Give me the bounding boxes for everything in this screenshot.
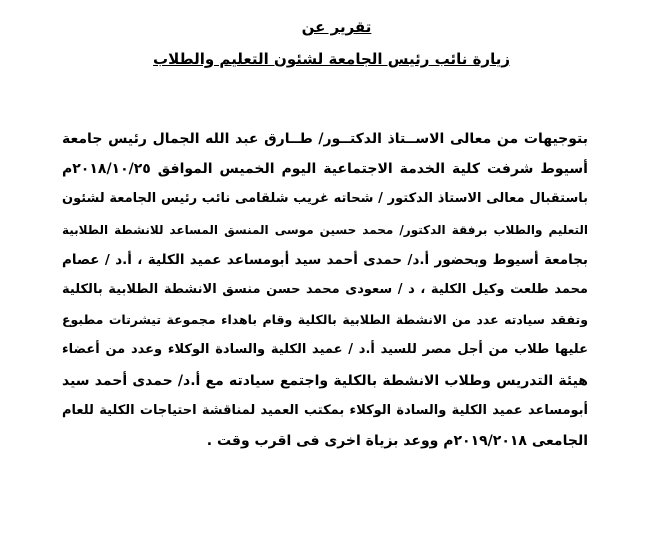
- body-line: باستقبال معالى الاستاذ الدكتور / شحاته غريب شلقامى نائب رئيس الجامعة لشئون: [62, 191, 588, 207]
- body-line: محمد طلعت وكيل الكلية ، د / سعودى محمد حسن منسق الانشطة الطلابية بالكلية: [62, 281, 588, 297]
- body-line: عليها طلاب من أجل مصر للسيد أ.د / عميد الكلية والسادة الوكلاء وعدد من أعضاء: [62, 342, 588, 358]
- report-subtitle: زيارة نائب رئيس الجامعة لشئون التعليم والطلاب: [153, 50, 510, 68]
- body-line: بجامعة أسيوط وبحضور أ.د/ حمدى أحمد سيد أبومساعد عميد الكلية ، أ.د / عصام: [62, 251, 588, 268]
- body-line: أبومساعد عميد الكلية والسادة الوكلاء بمكتب العميد لمناقشة احتياجات الكلية للعام: [62, 402, 588, 418]
- report-title: تقرير عن: [301, 18, 372, 36]
- body-line: وتفقد سيادته عدد من الانشطة الطلابية بالكلية وقام باهداء مجموعة تيشرتات مطبوع: [62, 312, 588, 328]
- body-line: هيئة التدريس وطلاب الانشطة بالكلية واجتمع سيادته مع أ.د/ حمدى أحمد سيد: [62, 372, 588, 389]
- body-line: بتوجيهات من معالى الاســتاذ الدكتــور/ طــارق عبد الله الجمال رئيس جامعة: [62, 131, 588, 147]
- body-line: التعليم والطلاب برفقة الدكتور/ محمد حسين موسى المنسق المساعد للانشطة الطلابية: [62, 222, 588, 237]
- body-line-last: الجامعى ٢٠١٩/٢٠١٨م ووعد بزياة اخرى فى اقرب وقت .: [206, 432, 588, 449]
- body-line: أسيوط شرفت كلية الخدمة الاجتماعية اليوم الخميس الموافق ٢٠١٨/١٠/٢٥م: [62, 161, 588, 178]
- report-body: [62, 124, 588, 456]
